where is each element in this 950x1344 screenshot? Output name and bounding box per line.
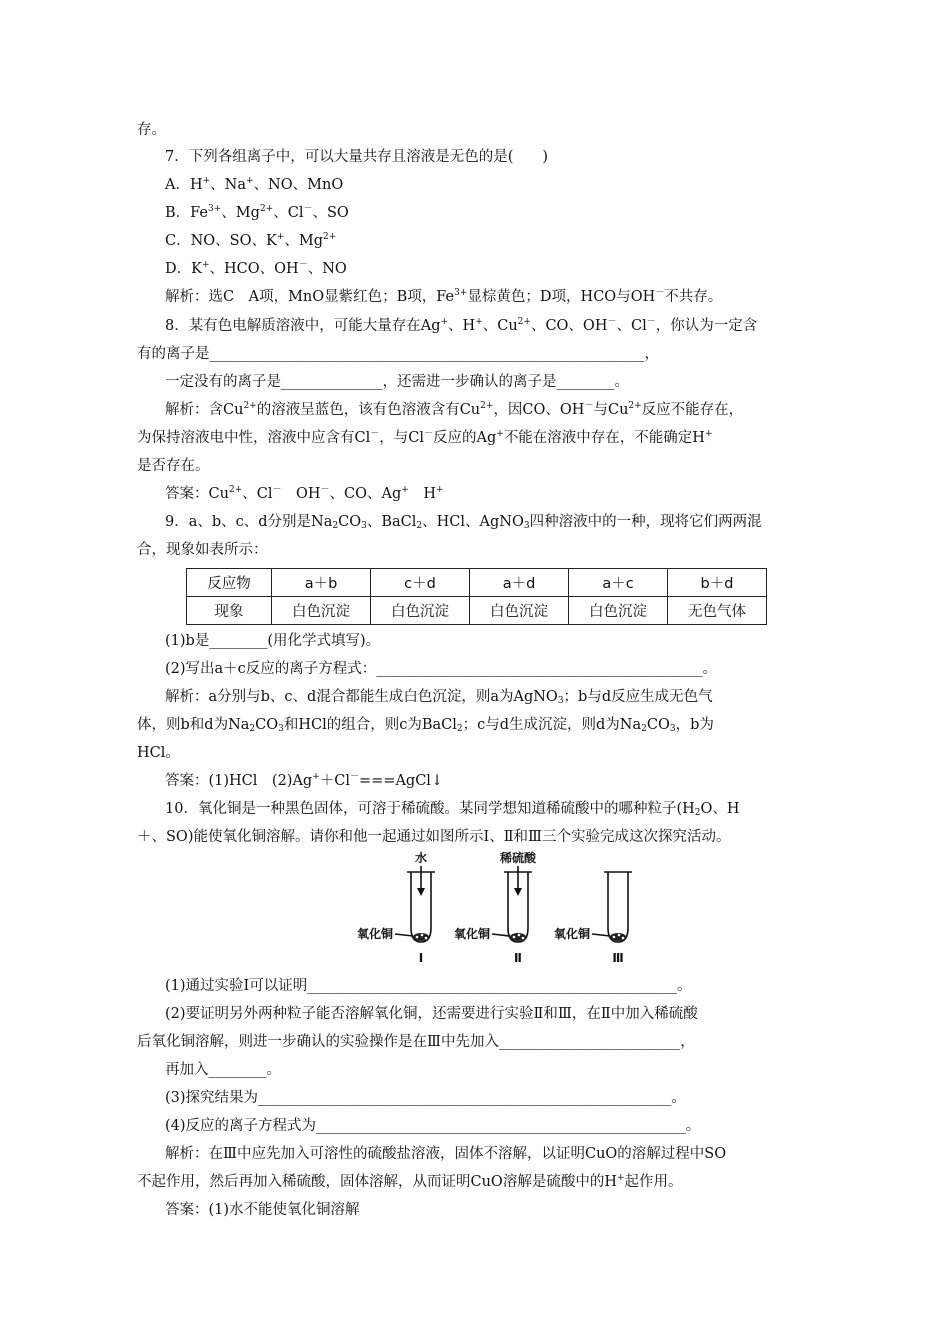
table-cell: 无色气体 xyxy=(668,597,767,625)
question-9-analysis: 解析：a分别与b、c、d混合都能生成白色沉淀，则a为AgNO$_3$；b与d反应生成无色气 xyxy=(165,689,713,706)
question-10-stem: 10．氧化铜是一种黑色固体，可溶于稀硫酸。某同学想知道稀硫酸中的哪种粒子($H_2O$、H xyxy=(165,801,740,818)
arrow-head xyxy=(417,888,425,896)
label-water: 水 xyxy=(414,851,428,865)
label-pointer xyxy=(592,934,610,936)
question-10-answer: 答案：(1)水不能使氧化铜溶解 xyxy=(165,1202,360,1218)
test-tube-3 xyxy=(604,872,632,942)
question-8-blank-2: 一定没有的离子是______________，还需进一步确认的离子是________。 xyxy=(165,374,629,390)
question-8-blank-1: 有的离子是____________________________________________________________， xyxy=(137,346,659,362)
question-9-part-2: (2)写出a＋c反应的离子方程式：_____________________________________________。 xyxy=(165,661,718,677)
text-line: 存。 xyxy=(137,122,166,138)
label-copper-oxide: 氧化铜 xyxy=(554,927,591,941)
label-pointer xyxy=(395,934,413,936)
question-10-stem-cont: ＋、SO)能使氧化铜溶解。请你和他一起通过如图所示Ⅰ、Ⅱ和Ⅲ三个实验完成这次探究活动。 xyxy=(137,829,731,845)
label-copper-oxide: 氧化铜 xyxy=(454,927,491,941)
arrow-head xyxy=(514,888,522,896)
question-9-analysis-cont: 体，则b和d为$Na_2CO_3$和HCl的组合，则c为BaCl$_2$；c与d生成沉淀，则d为$Na_2CO_3$，b为 xyxy=(137,717,714,734)
question-7-option-d: D．K+、HCO、OH－、NO xyxy=(165,260,347,277)
question-10-analysis-cont: 不起作用，然后再加入稀硫酸，固体溶解，从而证明CuO溶解是硫酸中的H+起作用。 xyxy=(137,1173,683,1190)
question-10-part-4: (4)反应的离子方程式为___________________________________________________。 xyxy=(165,1118,701,1134)
question-10-part-2-end: 再加入________。 xyxy=(165,1062,281,1078)
table-cell: c＋d xyxy=(371,569,470,597)
question-10-analysis: 解析：在Ⅲ中应先加入可溶性的硫酸盐溶液，固体不溶解，以证明CuO的溶解过程中SO xyxy=(165,1146,727,1162)
table-row xyxy=(187,597,767,625)
table-cell: 白色沉淀 xyxy=(272,597,371,625)
question-10-part-2-cont: 后氧化铜溶解，则进一步确认的实验操作是在Ⅲ中先加入_________________________， xyxy=(137,1034,695,1050)
question-10-part-2: (2)要证明另外两种粒子能否溶解氧化铜，还需要进行实验Ⅱ和Ⅲ，在Ⅱ中加入稀硫酸 xyxy=(165,1006,698,1022)
table-cell: 现象 xyxy=(187,597,272,625)
table-cell: 反应物 xyxy=(187,569,272,597)
label-copper-oxide: 氧化铜 xyxy=(357,927,394,941)
question-9-stem: 9．a、b、c、d分别是$Na_2CO_3$、BaCl$_2$、HCl、AgNO$_3$四种溶液中的一种，现将它们两两混 xyxy=(165,514,762,531)
label-acid: 稀硫酸 xyxy=(499,851,537,865)
question-8-stem: 8．某有色电解质溶液中，可能大量存在Ag+、H+、$Cu^{2+}$、CO、OH－、Cl－，你认为一定含 xyxy=(165,317,758,334)
question-9-part-1: (1)b是________(用化学式填写)。 xyxy=(165,633,381,649)
table-cell: 白色沉淀 xyxy=(470,597,569,625)
question-7-stem: 7．下列各组离子中，可以大量共存且溶液是无色的是( ) xyxy=(165,149,549,165)
question-8-analysis: 解析：含$Cu^{2+}$的溶液呈蓝色，该有色溶液含有$Cu^{2+}$，因CO、OH－与$Cu^{2+}$反应不能存在， xyxy=(165,401,744,418)
label-pointer xyxy=(492,934,510,936)
table-cell: b＋d xyxy=(668,569,767,597)
table-cell: a＋c xyxy=(569,569,668,597)
question-7-option-c: C．NO、SO、K+、$Mg^{2+}$ xyxy=(165,232,337,249)
reaction-table xyxy=(186,568,767,625)
question-9-analysis-end: HCl。 xyxy=(137,745,180,761)
table-header-row xyxy=(187,569,767,597)
question-8-analysis-cont: 为保持溶液电中性，溶液中应含有Cl－，与Cl－反应的Ag+不能在溶液中存在，不能确定H+ xyxy=(137,429,713,446)
table-cell: 白色沉淀 xyxy=(569,597,668,625)
question-8-answer: 答案：$Cu^{2+}$、Cl－ OH－、CO、Ag+ H+ xyxy=(165,485,444,502)
tube-number-1: Ⅰ xyxy=(418,951,424,965)
table-cell: a＋b xyxy=(272,569,371,597)
tube-number-2: Ⅱ xyxy=(514,951,522,965)
question-9-answer: 答案：(1)HCl (2)Ag+＋Cl－===AgCl↓ xyxy=(165,772,444,789)
question-8-analysis-end: 是否存在。 xyxy=(137,458,210,474)
tube-number-3: Ⅲ xyxy=(612,951,624,965)
table-cell: a＋d xyxy=(470,569,569,597)
question-7-option-b: B．$Fe^{3+}$、$Mg^{2+}$、Cl－、SO xyxy=(165,204,349,221)
question-9-stem-cont: 合，现象如表所示： xyxy=(137,542,268,558)
test-tube-diagram xyxy=(355,850,655,975)
question-10-part-3: (3)探究结果为_________________________________________________________。 xyxy=(165,1090,686,1106)
question-7-analysis: 解析：选C A项，MnO显紫红色；B项，$Fe^{3+}$显棕黄色；D项，HCO与OH－不共存。 xyxy=(165,288,723,305)
question-10-part-1: (1)通过实验Ⅰ可以证明___________________________________________________。 xyxy=(165,978,692,994)
table-cell: 白色沉淀 xyxy=(371,597,470,625)
question-7-option-a: A．H+、Na+、NO、MnO xyxy=(165,176,344,193)
